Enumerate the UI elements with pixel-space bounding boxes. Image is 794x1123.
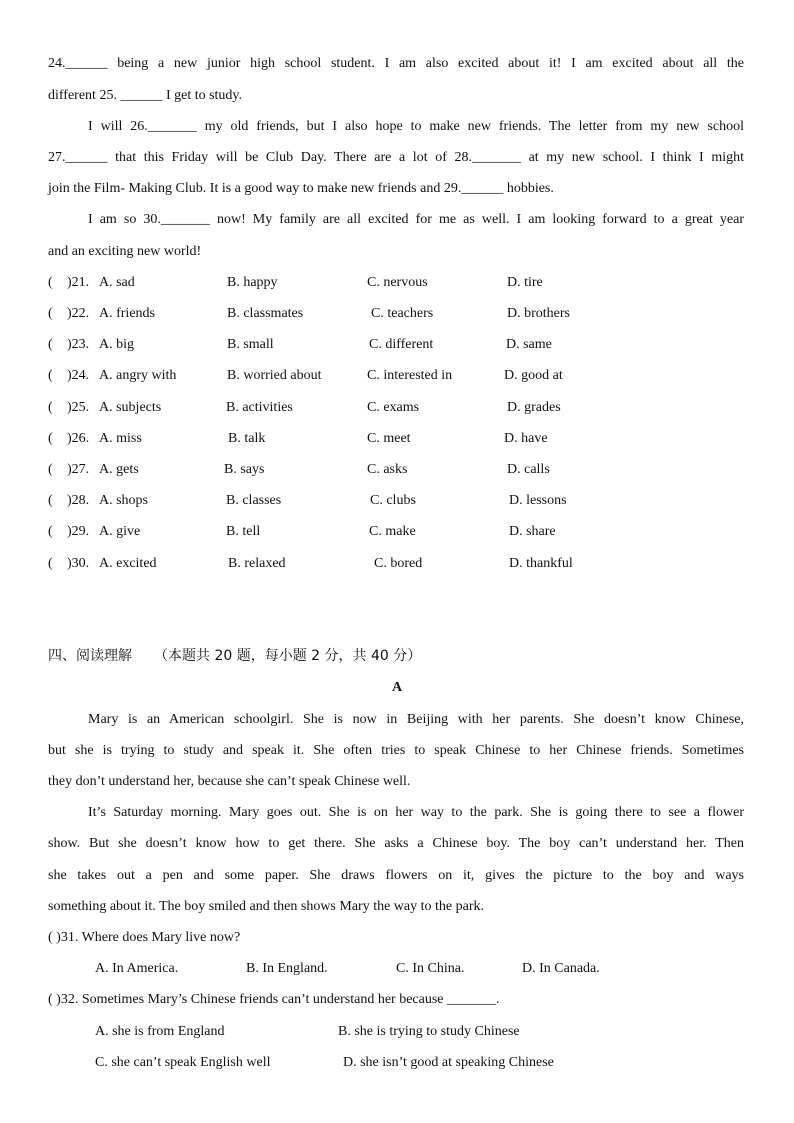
option-c: C. interested in [367,368,453,383]
passage-line-2: but she is trying to study and speak it. She often tries to speak Chinese to her Chinese friends. Sometimes [48,743,744,758]
option-c: C. exams [367,400,420,415]
choice-row-26 [48,429,744,449]
cloze-line-6: I am so 30._______ now! My family are all excited for me as well. I am looking forward to a great year [88,212,744,227]
option-b: B. talk [228,431,266,446]
choice-row-24 [48,366,744,386]
option-a: A. sad [99,275,135,290]
option-d: D. lessons [509,493,567,508]
answer-paren[interactable]: ( [48,306,53,321]
option-b: B. activities [226,400,293,415]
choice-row-23 [48,335,744,355]
option-a: A. miss [99,431,142,446]
section-note: （本题共 20 题，每小题 2 分，共 40 分） [154,648,422,664]
answer-paren[interactable]: ( [48,493,53,508]
question-number: )28. [67,493,90,508]
option-c: C. bored [374,556,423,571]
cloze-line-7: and an exciting new world! [48,244,202,259]
question-number: )30. [67,556,90,571]
choice-row-27 [48,460,744,480]
answer-paren[interactable]: ( [48,556,53,571]
answer-paren[interactable]: ( [48,368,53,383]
q32-option-a: A. she is from England [95,1024,225,1039]
answer-paren[interactable]: ( [48,337,53,352]
answer-paren[interactable]: ( [48,462,53,477]
cloze-line-4: 27.______ that this Friday will be Club Day. There are a lot of 28._______ at my new school. I think I might [48,150,744,165]
option-c: C. different [369,337,434,352]
passage-line-5: show. But she doesn’t know how to get there. She asks a Chinese boy. The boy can’t understand her. Then [48,836,744,851]
question-number: )29. [67,524,90,539]
choice-row-22 [48,304,744,324]
passage-line-4: It’s Saturday morning. Mary goes out. She is on her way to the park. She is going there to see a flower [88,805,744,820]
cloze-line-5: join the Film- Making Club. It is a good way to make new friends and 29.______ hobbies. [48,181,554,196]
option-b: B. classes [226,493,282,508]
choice-row-21 [48,273,744,293]
q31-option-d: D. In Canada. [522,961,600,976]
q32-option-b: B. she is trying to study Chinese [338,1024,520,1039]
option-c: C. make [369,524,416,539]
section-heading [48,646,421,666]
passage-line-1: Mary is an American schoolgirl. She is now in Beijing with her parents. She doesn’t know Chinese, [88,712,744,727]
option-a: A. excited [99,556,157,571]
option-b: B. tell [226,524,261,539]
answer-paren[interactable]: ( [48,524,53,539]
question-number: )26. [67,431,90,446]
question-32-stem: ( )32. Sometimes Mary’s Chinese friends can’t understand her because _______. [48,992,500,1007]
option-a: A. friends [99,306,155,321]
option-a: A. shops [99,493,149,508]
option-d: D. share [509,524,556,539]
option-d: D. tire [507,275,543,290]
option-d: D. good at [504,368,563,383]
option-c: C. clubs [370,493,416,508]
question-number: )27. [67,462,90,477]
answer-paren[interactable]: ( [48,275,53,290]
cloze-line-2: different 25. ______ I get to study. [48,88,243,103]
choice-row-29 [48,522,744,542]
option-c: C. teachers [371,306,434,321]
option-c: C. asks [367,462,408,477]
q31-option-c: C. In China. [396,961,465,976]
q31-option-b: B. In England. [246,961,328,976]
choice-row-28 [48,491,744,511]
option-a: A. give [99,524,141,539]
question-31-stem: ( )31. Where does Mary live now? [48,930,241,945]
q32-option-c: C. she can’t speak English well [95,1055,271,1070]
option-b: B. says [224,462,265,477]
option-b: B. classmates [227,306,304,321]
option-d: D. same [506,337,552,352]
question-number: )24. [67,368,90,383]
option-a: A. big [99,337,134,352]
option-c: C. nervous [367,275,428,290]
option-b: B. relaxed [228,556,286,571]
question-number: )21. [67,275,90,290]
option-a: A. gets [99,462,139,477]
question-number: )23. [67,337,90,352]
passage-label: A [391,680,403,695]
section-title: 四、阅读理解 [48,648,132,664]
option-b: B. small [227,337,274,352]
option-d: D. brothers [507,306,570,321]
answer-paren[interactable]: ( [48,400,53,415]
option-a: A. subjects [99,400,162,415]
choice-row-30 [48,554,744,574]
option-d: D. have [504,431,548,446]
option-d: D. thankful [509,556,573,571]
passage-line-6: she takes out a pen and some paper. She draws flowers on it, gives the picture to the boy and ways [48,868,744,883]
option-b: B. happy [227,275,278,290]
question-number: )25. [67,400,90,415]
choice-row-25 [48,398,744,418]
passage-line-3: they don’t understand her, because she can’t speak Chinese well. [48,774,411,789]
option-d: D. grades [507,400,561,415]
cloze-line-1: 24.______ being a new junior high school student. I am also excited about it! I am excited about all the [48,56,744,71]
q31-option-a: A. In America. [95,961,179,976]
cloze-line-3: I will 26._______ my old friends, but I also hope to make new friends. The letter from my new school [88,119,744,134]
option-a: A. angry with [99,368,177,383]
passage-line-7: something about it. The boy smiled and then shows Mary the way to the park. [48,899,485,914]
option-c: C. meet [367,431,411,446]
option-b: B. worried about [227,368,322,383]
option-d: D. calls [507,462,550,477]
answer-paren[interactable]: ( [48,431,53,446]
question-number: )22. [67,306,90,321]
q32-option-d: D. she isn’t good at speaking Chinese [343,1055,554,1070]
